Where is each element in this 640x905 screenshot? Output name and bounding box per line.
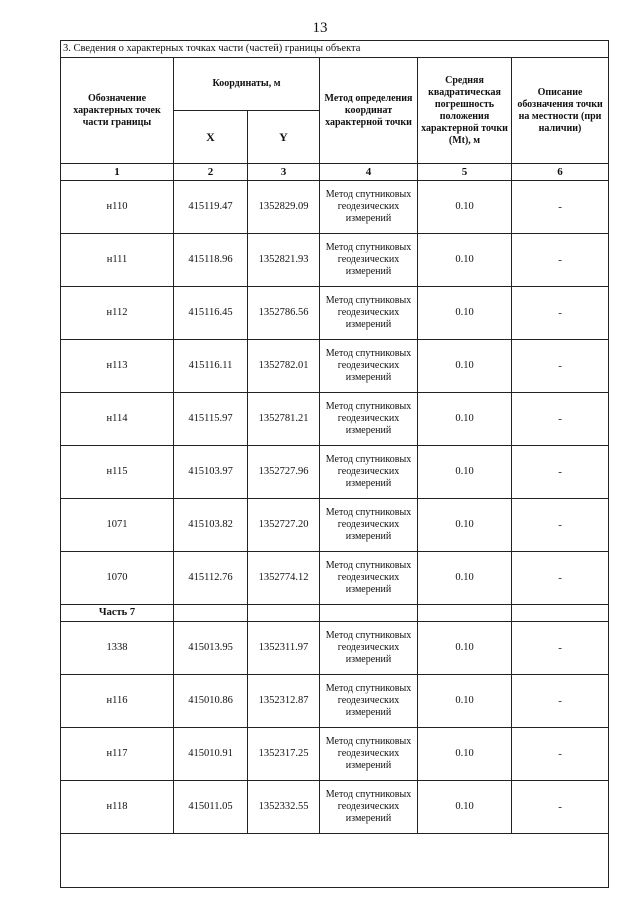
table-row [61,393,609,446]
empty-cell [248,605,320,622]
header-description: Описание обозначения точки на местности (при наличии) [512,58,609,164]
point-designation: н113 [61,340,174,393]
accuracy-value: 0.10 [418,622,512,675]
coord-y: 1352332.55 [248,781,320,834]
table-row [61,234,609,287]
empty-row [61,834,609,888]
method-cell: Метод спутниковых геодезических измерений [320,234,418,287]
accuracy-value: 0.10 [418,446,512,499]
header-accuracy: Средняя квадратическая погрешность положения характерной точки (Mt), м [418,58,512,164]
coord-y: 1352782.01 [248,340,320,393]
coord-y: 1352311.97 [248,622,320,675]
accuracy-value: 0.10 [418,393,512,446]
header-method: Метод определения координат характерной точки [320,58,418,164]
table-row [61,781,609,834]
column-number: 4 [320,164,418,181]
header-y: Y [248,111,320,164]
point-designation: н111 [61,234,174,287]
table-row [61,675,609,728]
table-row [61,622,609,675]
empty-cell [174,605,248,622]
coord-x: 415116.45 [174,287,248,340]
description-value: - [512,287,609,340]
point-designation: 1070 [61,552,174,605]
table-row [61,446,609,499]
point-designation: н115 [61,446,174,499]
coord-y: 1352727.96 [248,446,320,499]
description-value: - [512,781,609,834]
description-value: - [512,234,609,287]
coord-y: 1352829.09 [248,181,320,234]
method-cell: Метод спутниковых геодезических измерений [320,340,418,393]
point-designation: н110 [61,181,174,234]
coord-x: 415118.96 [174,234,248,287]
column-number: 6 [512,164,609,181]
method-cell: Метод спутниковых геодезических измерений [320,181,418,234]
coord-x: 415011.05 [174,781,248,834]
coord-y: 1352781.21 [248,393,320,446]
accuracy-value: 0.10 [418,340,512,393]
part-label: Часть 7 [61,605,174,622]
coord-x: 415119.47 [174,181,248,234]
method-cell: Метод спутниковых геодезических измерений [320,622,418,675]
header-coordinates: Координаты, м [174,58,320,111]
method-cell: Метод спутниковых геодезических измерений [320,552,418,605]
method-cell: Метод спутниковых геодезических измерений [320,499,418,552]
column-numbers-row [61,164,609,181]
table-row [61,181,609,234]
accuracy-value: 0.10 [418,499,512,552]
accuracy-value: 0.10 [418,181,512,234]
coord-x: 415010.91 [174,728,248,781]
empty-cell [61,834,609,888]
empty-cell [320,605,418,622]
point-designation: 1338 [61,622,174,675]
column-number: 1 [61,164,174,181]
accuracy-value: 0.10 [418,287,512,340]
coord-y: 1352727.20 [248,499,320,552]
accuracy-value: 0.10 [418,781,512,834]
coord-x: 415112.76 [174,552,248,605]
header-point-designation: Обозначение характерных точек части границы [61,58,174,164]
accuracy-value: 0.10 [418,552,512,605]
point-designation: 1071 [61,499,174,552]
method-cell: Метод спутниковых геодезических измерений [320,781,418,834]
coord-x: 415116.11 [174,340,248,393]
method-cell: Метод спутниковых геодезических измерений [320,675,418,728]
accuracy-value: 0.10 [418,234,512,287]
column-number: 2 [174,164,248,181]
table-row [61,552,609,605]
table-row [61,340,609,393]
header-x: X [174,111,248,164]
point-designation: н118 [61,781,174,834]
coord-x: 415103.82 [174,499,248,552]
page-number: 13 [312,20,328,36]
coord-x: 415010.86 [174,675,248,728]
description-value: - [512,499,609,552]
part-row [61,605,609,622]
coord-x: 415013.95 [174,622,248,675]
table-row [61,287,609,340]
coord-y: 1352317.25 [248,728,320,781]
empty-cell [418,605,512,622]
point-designation: н116 [61,675,174,728]
coord-x: 415115.97 [174,393,248,446]
coord-y: 1352786.56 [248,287,320,340]
description-value: - [512,552,609,605]
header-row [61,58,609,111]
description-value: - [512,675,609,728]
method-cell: Метод спутниковых геодезических измерений [320,287,418,340]
method-cell: Метод спутниковых геодезических измерений [320,446,418,499]
table-row [61,728,609,781]
section-title: 3. Сведения о характерных точках части (частей) границы объекта [61,41,609,58]
description-value: - [512,728,609,781]
coord-y: 1352821.93 [248,234,320,287]
column-number: 5 [418,164,512,181]
description-value: - [512,181,609,234]
table-row [61,499,609,552]
description-value: - [512,393,609,446]
column-number: 3 [248,164,320,181]
point-designation: н117 [61,728,174,781]
coord-y: 1352312.87 [248,675,320,728]
empty-cell [512,605,609,622]
boundary-points-table [60,40,609,888]
point-designation: н114 [61,393,174,446]
accuracy-value: 0.10 [418,675,512,728]
section-title-row [61,41,609,58]
point-designation: н112 [61,287,174,340]
method-cell: Метод спутниковых геодезических измерений [320,393,418,446]
coord-y: 1352774.12 [248,552,320,605]
description-value: - [512,622,609,675]
method-cell: Метод спутниковых геодезических измерений [320,728,418,781]
accuracy-value: 0.10 [418,728,512,781]
coord-x: 415103.97 [174,446,248,499]
description-value: - [512,446,609,499]
description-value: - [512,340,609,393]
